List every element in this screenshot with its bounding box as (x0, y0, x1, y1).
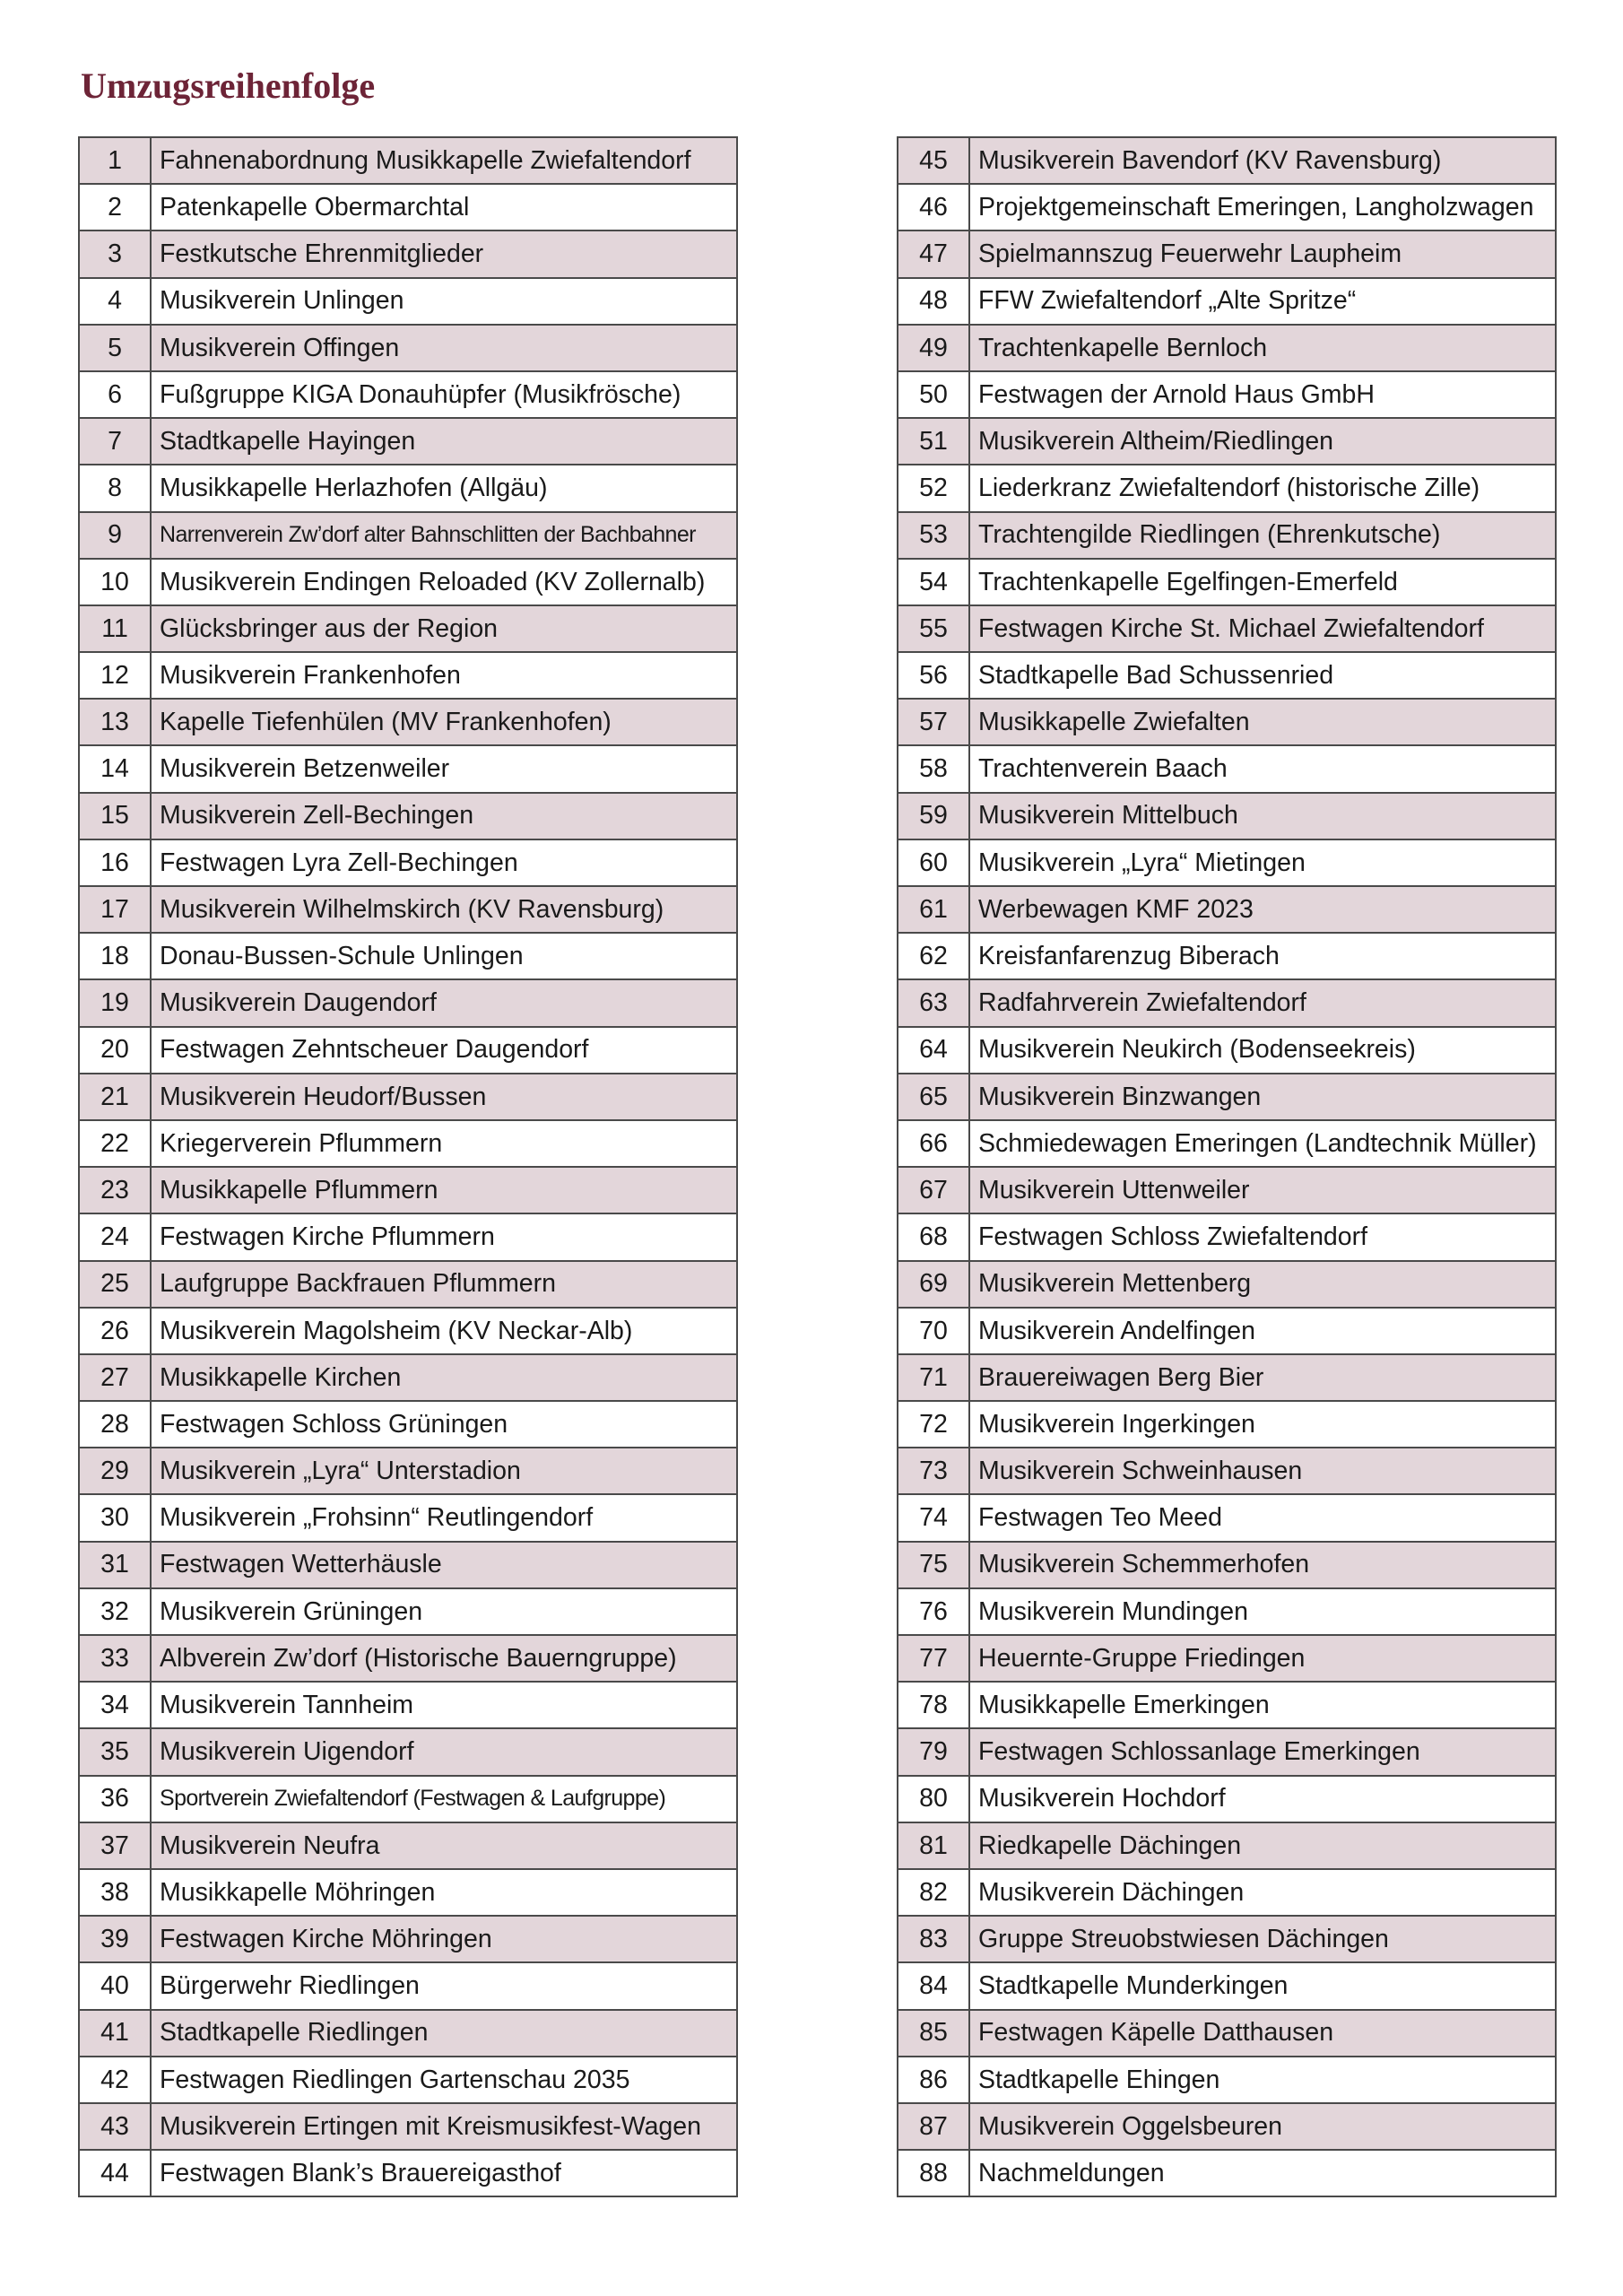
table-row (79, 1635, 737, 1682)
table-row (79, 371, 737, 418)
table-row (79, 1167, 737, 1213)
row-group-name: Stadtkapelle Riedlingen (151, 2010, 737, 2057)
row-group-name: Stadtkapelle Hayingen (151, 418, 737, 465)
table-row (898, 184, 1556, 230)
row-number: 38 (79, 1869, 151, 1916)
table-row (898, 1588, 1556, 1635)
table-row (898, 418, 1556, 465)
table-row (79, 1213, 737, 1260)
table-row (79, 2103, 737, 2150)
table-row (79, 1869, 737, 1916)
row-number: 12 (79, 652, 151, 699)
table-row (898, 699, 1556, 745)
table-row (79, 1401, 737, 1448)
row-group-name: Riedkapelle Dächingen (969, 1822, 1556, 1869)
row-number: 28 (79, 1401, 151, 1448)
table-row (898, 1635, 1556, 1682)
table-row (898, 1869, 1556, 1916)
table-row (898, 979, 1556, 1026)
row-group-name: Nachmeldungen (969, 2150, 1556, 2196)
table-row (79, 278, 737, 325)
row-group-name: Kapelle Tiefenhülen (MV Frankenhofen) (151, 699, 737, 745)
table-row (79, 1448, 737, 1494)
row-number: 57 (898, 699, 969, 745)
row-number: 39 (79, 1916, 151, 1962)
table-row (898, 1682, 1556, 1728)
row-number: 32 (79, 1588, 151, 1635)
table-row (898, 1354, 1556, 1401)
row-group-name: Musikverein Offingen (151, 325, 737, 371)
table-row (898, 2103, 1556, 2150)
row-group-name: Festwagen der Arnold Haus GmbH (969, 371, 1556, 418)
table-row (79, 933, 737, 979)
row-group-name: Trachtengilde Riedlingen (Ehrenkutsche) (969, 512, 1556, 559)
row-number: 41 (79, 2010, 151, 2057)
table-row (898, 1916, 1556, 1962)
table-row (79, 979, 737, 1026)
table-row (898, 1027, 1556, 1074)
row-group-name: Festwagen Kirche Möhringen (151, 1916, 737, 1962)
row-group-name: Trachtenkapelle Bernloch (969, 325, 1556, 371)
row-number: 83 (898, 1916, 969, 1962)
row-number: 45 (898, 137, 969, 184)
row-number: 8 (79, 465, 151, 511)
row-number: 40 (79, 1962, 151, 2009)
table-row (79, 839, 737, 886)
row-number: 42 (79, 2057, 151, 2103)
row-number: 65 (898, 1074, 969, 1120)
table-row (898, 1120, 1556, 1167)
row-group-name: Musikverein Andelfingen (969, 1308, 1556, 1354)
table-row (79, 230, 737, 277)
row-number: 30 (79, 1494, 151, 1541)
row-number: 7 (79, 418, 151, 465)
row-number: 22 (79, 1120, 151, 1167)
row-group-name: Festwagen Schloss Grüningen (151, 1401, 737, 1448)
row-group-name: Liederkranz Zwiefaltendorf (historische Zille) (969, 465, 1556, 511)
row-group-name: Brauereiwagen Berg Bier (969, 1354, 1556, 1401)
table-row (898, 933, 1556, 979)
row-number: 35 (79, 1728, 151, 1775)
row-number: 25 (79, 1261, 151, 1308)
row-number: 62 (898, 933, 969, 979)
row-number: 3 (79, 230, 151, 277)
row-group-name: Musikverein „Frohsinn“ Reutlingendorf (151, 1494, 737, 1541)
row-group-name: Laufgruppe Backfrauen Pflummern (151, 1261, 737, 1308)
row-number: 48 (898, 278, 969, 325)
row-number: 33 (79, 1635, 151, 1682)
row-group-name: Kriegerverein Pflummern (151, 1120, 737, 1167)
row-group-name: Festwagen Lyra Zell-Bechingen (151, 839, 737, 886)
row-group-name: Festwagen Kirche St. Michael Zwiefaltendorf (969, 605, 1556, 652)
table-row (898, 371, 1556, 418)
table-row (79, 1261, 737, 1308)
table-row (898, 652, 1556, 699)
row-group-name: Musikverein Endingen Reloaded (KV Zollernalb) (151, 559, 737, 605)
table-row (898, 559, 1556, 605)
row-group-name: Musikverein Neufra (151, 1822, 737, 1869)
row-number: 69 (898, 1261, 969, 1308)
row-group-name: Musikverein „Lyra“ Mietingen (969, 839, 1556, 886)
row-group-name: Patenkapelle Obermarchtal (151, 184, 737, 230)
row-number: 14 (79, 745, 151, 792)
table-row (79, 886, 737, 933)
table-row (898, 1261, 1556, 1308)
row-group-name: Trachtenkapelle Egelfingen-Emerfeld (969, 559, 1556, 605)
row-number: 18 (79, 933, 151, 979)
row-number: 43 (79, 2103, 151, 2150)
row-group-name: Festkutsche Ehrenmitglieder (151, 230, 737, 277)
table-row (79, 1542, 737, 1588)
row-group-name: Musikverein Mittelbuch (969, 793, 1556, 839)
order-table-right (897, 136, 1557, 2197)
row-number: 52 (898, 465, 969, 511)
row-group-name: Musikverein Zell-Bechingen (151, 793, 737, 839)
row-number: 72 (898, 1401, 969, 1448)
row-group-name: Musikkapelle Kirchen (151, 1354, 737, 1401)
table-row (79, 745, 737, 792)
row-group-name: Musikverein Grüningen (151, 1588, 737, 1635)
row-group-name: Werbewagen KMF 2023 (969, 886, 1556, 933)
row-group-name: Heuernte-Gruppe Friedingen (969, 1635, 1556, 1682)
row-group-name: Schmiedewagen Emeringen (Landtechnik Müller) (969, 1120, 1556, 1167)
row-group-name: Musikverein Altheim/Riedlingen (969, 418, 1556, 465)
row-number: 71 (898, 1354, 969, 1401)
row-number: 58 (898, 745, 969, 792)
row-number: 63 (898, 979, 969, 1026)
row-number: 46 (898, 184, 969, 230)
row-number: 9 (79, 512, 151, 559)
row-number: 15 (79, 793, 151, 839)
table-row (79, 418, 737, 465)
row-group-name: Musikverein Tannheim (151, 1682, 737, 1728)
table-row (79, 1074, 737, 1120)
row-group-name: Stadtkapelle Munderkingen (969, 1962, 1556, 2009)
row-group-name: Musikverein Heudorf/Bussen (151, 1074, 737, 1120)
row-group-name: Musikverein Ingerkingen (969, 1401, 1556, 1448)
row-number: 88 (898, 2150, 969, 2196)
table-row (79, 512, 737, 559)
table-row (898, 2057, 1556, 2103)
row-group-name: Fußgruppe KIGA Donauhüpfer (Musikfrösche) (151, 371, 737, 418)
row-number: 37 (79, 1822, 151, 1869)
table-row (898, 325, 1556, 371)
row-number: 73 (898, 1448, 969, 1494)
row-number: 13 (79, 699, 151, 745)
row-group-name: Festwagen Schloss Zwiefaltendorf (969, 1213, 1556, 1260)
row-group-name: Festwagen Wetterhäusle (151, 1542, 737, 1588)
row-number: 27 (79, 1354, 151, 1401)
table-row (79, 137, 737, 184)
table-row (898, 745, 1556, 792)
table-row (898, 839, 1556, 886)
row-group-name: Festwagen Blank’s Brauereigasthof (151, 2150, 737, 2196)
row-number: 44 (79, 2150, 151, 2196)
table-row (898, 886, 1556, 933)
row-number: 79 (898, 1728, 969, 1775)
table-row (79, 2010, 737, 2057)
table-row (898, 1494, 1556, 1541)
row-group-name: Musikverein Uttenweiler (969, 1167, 1556, 1213)
row-number: 66 (898, 1120, 969, 1167)
table-row (79, 1776, 737, 1822)
row-number: 70 (898, 1308, 969, 1354)
row-number: 80 (898, 1776, 969, 1822)
row-number: 53 (898, 512, 969, 559)
row-number: 67 (898, 1167, 969, 1213)
table-row (898, 1822, 1556, 1869)
table-row (898, 278, 1556, 325)
row-group-name: Festwagen Teo Meed (969, 1494, 1556, 1541)
row-group-name: Kreisfanfarenzug Biberach (969, 933, 1556, 979)
row-group-name: Glücksbringer aus der Region (151, 605, 737, 652)
row-group-name: Musikverein Oggelsbeuren (969, 2103, 1556, 2150)
row-group-name: Musikverein Hochdorf (969, 1776, 1556, 1822)
table-row (79, 793, 737, 839)
row-number: 81 (898, 1822, 969, 1869)
row-number: 16 (79, 839, 151, 886)
row-group-name: Festwagen Zehntscheuer Daugendorf (151, 1027, 737, 1074)
row-group-name: Donau-Bussen-Schule Unlingen (151, 933, 737, 979)
row-number: 75 (898, 1542, 969, 1588)
row-group-name: Musikverein Daugendorf (151, 979, 737, 1026)
table-row (79, 1494, 737, 1541)
table-row (79, 1682, 737, 1728)
table-row (79, 1588, 737, 1635)
row-number: 61 (898, 886, 969, 933)
row-number: 31 (79, 1542, 151, 1588)
table-row (79, 1728, 737, 1775)
table-row (79, 325, 737, 371)
row-group-name: Musikverein Betzenweiler (151, 745, 737, 792)
row-group-name: FFW Zwiefaltendorf „Alte Spritze“ (969, 278, 1556, 325)
row-number: 2 (79, 184, 151, 230)
row-number: 77 (898, 1635, 969, 1682)
row-group-name: Musikkapelle Emerkingen (969, 1682, 1556, 1728)
table-row (898, 1213, 1556, 1260)
row-group-name: Musikverein „Lyra“ Unterstadion (151, 1448, 737, 1494)
table-row (898, 605, 1556, 652)
row-group-name: Trachtenverein Baach (969, 745, 1556, 792)
table-row (898, 793, 1556, 839)
row-group-name: Musikverein Uigendorf (151, 1728, 737, 1775)
table-row (898, 1308, 1556, 1354)
row-number: 4 (79, 278, 151, 325)
table-row (79, 652, 737, 699)
row-number: 74 (898, 1494, 969, 1541)
row-number: 47 (898, 230, 969, 277)
row-number: 51 (898, 418, 969, 465)
table-row (79, 1027, 737, 1074)
table-row (79, 2057, 737, 2103)
row-number: 24 (79, 1213, 151, 1260)
row-group-name: Musikverein Ertingen mit Kreismusikfest-Wagen (151, 2103, 737, 2150)
row-group-name: Musikverein Bavendorf (KV Ravensburg) (969, 137, 1556, 184)
table-row (898, 465, 1556, 511)
table-row (898, 1167, 1556, 1213)
table-row (79, 1308, 737, 1354)
row-group-name: Musikverein Binzwangen (969, 1074, 1556, 1120)
row-group-name: Radfahrverein Zwiefaltendorf (969, 979, 1556, 1026)
row-number: 17 (79, 886, 151, 933)
row-group-name: Projektgemeinschaft Emeringen, Langholzwagen (969, 184, 1556, 230)
row-number: 34 (79, 1682, 151, 1728)
row-number: 78 (898, 1682, 969, 1728)
table-row (898, 512, 1556, 559)
row-group-name: Festwagen Riedlingen Gartenschau 2035 (151, 2057, 737, 2103)
row-number: 20 (79, 1027, 151, 1074)
row-group-name: Festwagen Kirche Pflummern (151, 1213, 737, 1260)
row-number: 49 (898, 325, 969, 371)
table-row (79, 1916, 737, 1962)
row-group-name: Spielmannszug Feuerwehr Laupheim (969, 230, 1556, 277)
table-row (898, 1448, 1556, 1494)
row-number: 55 (898, 605, 969, 652)
row-group-name: Stadtkapelle Ehingen (969, 2057, 1556, 2103)
row-number: 29 (79, 1448, 151, 1494)
table-row (79, 1822, 737, 1869)
row-number: 11 (79, 605, 151, 652)
table-row (79, 1354, 737, 1401)
table-row (79, 2150, 737, 2196)
table-row (898, 2010, 1556, 2057)
row-group-name: Musikkapelle Pflummern (151, 1167, 737, 1213)
table-row (898, 1962, 1556, 2009)
row-number: 19 (79, 979, 151, 1026)
row-number: 56 (898, 652, 969, 699)
row-group-name: Gruppe Streuobstwiesen Dächingen (969, 1916, 1556, 1962)
row-group-name: Musikverein Neukirch (Bodenseekreis) (969, 1027, 1556, 1074)
row-number: 26 (79, 1308, 151, 1354)
row-group-name: Musikkapelle Möhringen (151, 1869, 737, 1916)
row-group-name: Bürgerwehr Riedlingen (151, 1962, 737, 2009)
row-group-name: Sportverein Zwiefaltendorf (Festwagen & Laufgruppe) (151, 1776, 737, 1822)
table-row (898, 137, 1556, 184)
table-row (79, 1962, 737, 2009)
row-group-name: Festwagen Käpelle Datthausen (969, 2010, 1556, 2057)
row-number: 5 (79, 325, 151, 371)
row-group-name: Musikkapelle Zwiefalten (969, 699, 1556, 745)
row-number: 21 (79, 1074, 151, 1120)
row-group-name: Musikverein Frankenhofen (151, 652, 737, 699)
table-row (898, 2150, 1556, 2196)
table-row (898, 1542, 1556, 1588)
row-number: 54 (898, 559, 969, 605)
order-table-left (78, 136, 738, 2197)
row-number: 10 (79, 559, 151, 605)
row-group-name: Stadtkapelle Bad Schussenried (969, 652, 1556, 699)
table-row (898, 1401, 1556, 1448)
row-number: 23 (79, 1167, 151, 1213)
row-number: 76 (898, 1588, 969, 1635)
row-number: 87 (898, 2103, 969, 2150)
table-row (898, 1776, 1556, 1822)
row-group-name: Musikverein Mettenberg (969, 1261, 1556, 1308)
row-number: 6 (79, 371, 151, 418)
row-group-name: Musikverein Dächingen (969, 1869, 1556, 1916)
row-number: 60 (898, 839, 969, 886)
table-row (898, 1074, 1556, 1120)
row-group-name: Festwagen Schlossanlage Emerkingen (969, 1728, 1556, 1775)
row-group-name: Musikverein Schemmerhofen (969, 1542, 1556, 1588)
row-group-name: Musikverein Schweinhausen (969, 1448, 1556, 1494)
row-number: 68 (898, 1213, 969, 1260)
table-row (79, 699, 737, 745)
table-row (79, 1120, 737, 1167)
row-number: 64 (898, 1027, 969, 1074)
row-group-name: Fahnenabordnung Musikkapelle Zwiefaltendorf (151, 137, 737, 184)
row-number: 85 (898, 2010, 969, 2057)
table-row (79, 465, 737, 511)
row-number: 36 (79, 1776, 151, 1822)
page-title: Umzugsreihenfolge (81, 65, 376, 106)
row-number: 86 (898, 2057, 969, 2103)
row-number: 84 (898, 1962, 969, 2009)
table-row (898, 230, 1556, 277)
row-group-name: Albverein Zw’dorf (Historische Bauerngruppe) (151, 1635, 737, 1682)
row-group-name: Musikverein Wilhelmskirch (KV Ravensburg) (151, 886, 737, 933)
row-number: 1 (79, 137, 151, 184)
row-group-name: Musikverein Mundingen (969, 1588, 1556, 1635)
row-group-name: Musikverein Unlingen (151, 278, 737, 325)
table-row (79, 559, 737, 605)
row-number: 50 (898, 371, 969, 418)
row-group-name: Musikkapelle Herlazhofen (Allgäu) (151, 465, 737, 511)
row-number: 59 (898, 793, 969, 839)
table-row (79, 184, 737, 230)
row-number: 82 (898, 1869, 969, 1916)
table-row (898, 1728, 1556, 1775)
row-group-name: Musikverein Magolsheim (KV Neckar-Alb) (151, 1308, 737, 1354)
table-row (79, 605, 737, 652)
row-group-name: Narrenverein Zw’dorf alter Bahnschlitten der Bachbahner (151, 512, 737, 559)
